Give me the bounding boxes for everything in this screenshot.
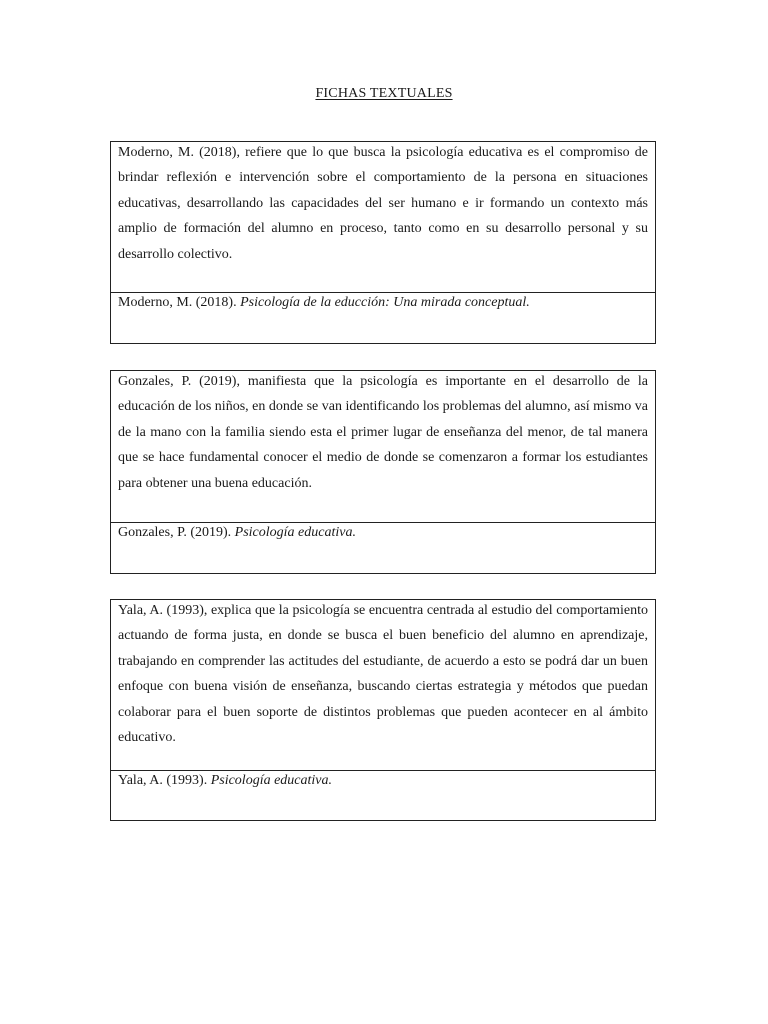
- reference-title: Psicología educativa.: [210, 773, 333, 788]
- card-quote: [111, 371, 655, 523]
- card-reference: [111, 771, 655, 820]
- reference-title: Psicología de la educción: Una mirada conceptual.: [240, 295, 530, 310]
- reference-author: Moderno, M. (2018).: [118, 295, 241, 310]
- card-reference: [111, 293, 655, 343]
- reference-text: [118, 770, 648, 792]
- reference-text: [118, 522, 648, 544]
- reference-author: Gonzales, P. (2019).: [118, 525, 235, 540]
- quote-text: Yala, A. (1993), explica que la psicología se encuentra centrada al estudio del comportamiento actuando de forma justa, en donde se busca el buen beneficio del alumno en aprendizaje, trabajando en comprender las actitudes del estudiante, de acuerdo a esto se podrá dar un buen enfoque con buena visión de enseñanza, buscando ciertas estrategia y métodos que puedan colaborar para el buen soporte de distintos problemas que pueden acontecer en al ámbito educativo.: [118, 603, 648, 746]
- page-title: FICHAS TEXTUALES: [315, 86, 453, 101]
- card-reference: [111, 523, 655, 573]
- quote-text: Moderno, M. (2018), refiere que lo que busca la psicología educativa es el compromiso de brindar reflexión e intervención sobre el comportamiento de la persona en situaciones educativas, desarrollando las capacidades del ser humano e ir formando un contexto más amplio de formación del alumno en proceso, tanto como en su desarrollo personal y su desarrollo colectivo.: [118, 145, 648, 262]
- card-quote: [111, 600, 655, 771]
- quote-text: Gonzales, P. (2019), manifiesta que la psicología es importante en el desarrollo de la educación de los niños, en donde se van identificando los problemas del alumno, así mismo va de la mano con la familia siendo esta el primer lugar de enseñanza del menor, de tal manera que se hace fundamental conocer el medio de donde se comenzaron a formar los estudiantes para obtener una buena educación.: [118, 374, 648, 491]
- text-card: [110, 370, 656, 574]
- reference-author: Yala, A. (1993).: [118, 773, 211, 788]
- text-card: [110, 141, 656, 344]
- text-card: [110, 599, 656, 821]
- card-quote: [111, 142, 655, 293]
- reference-title: Psicología educativa.: [234, 525, 356, 540]
- reference-text: [118, 292, 648, 314]
